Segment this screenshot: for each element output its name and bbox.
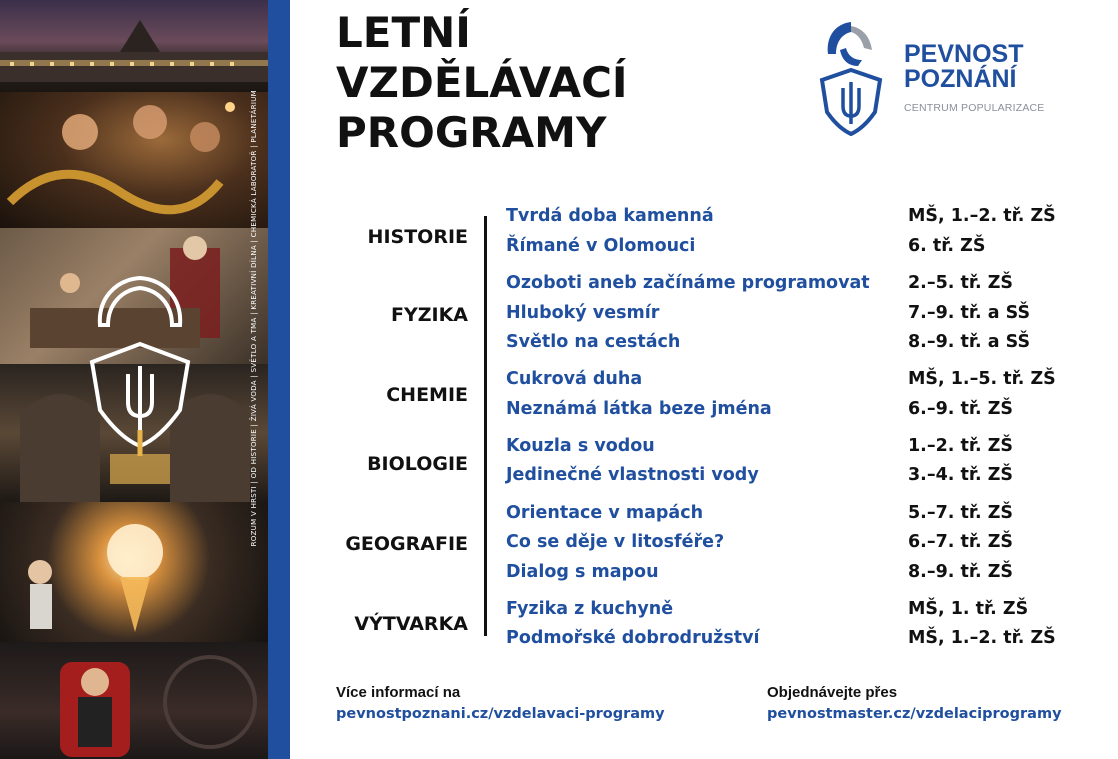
- program-grade: 8.–9. tř. a SŠ: [908, 332, 1031, 352]
- program-name: Cukrová duha: [506, 369, 643, 389]
- order-link[interactable]: pevnostmaster.cz/vzdelaciprogramy: [767, 706, 1062, 722]
- planetarium-crowd-photo: [0, 92, 268, 228]
- program-grade: 8.–9. tř. ZŠ: [908, 562, 1014, 582]
- program-grade: 3.–4. tř. ZŠ: [908, 465, 1014, 485]
- logo-subtitle: CENTRUM POPULARIZACE: [904, 102, 1045, 114]
- category-label: BIOLOGIE: [367, 453, 468, 475]
- category-label: VÝTVARKA: [354, 613, 468, 635]
- logo-name-line-1: PEVNOST: [904, 40, 1024, 68]
- program-grade: 2.–5. tř. ZŠ: [908, 273, 1014, 293]
- program-name: Orientace v mapách: [506, 503, 704, 523]
- category-label: CHEMIE: [386, 384, 468, 406]
- program-name: Ozoboti aneb začínáme programovat: [506, 273, 870, 293]
- program-name: Dialog s mapou: [506, 562, 659, 582]
- page-title: [336, 8, 628, 158]
- program-grade: 1.–2. tř. ZŠ: [908, 436, 1014, 456]
- section-list-vertical: [250, 90, 264, 730]
- program-grade: MŠ, 1.–5. tř. ZŠ: [908, 369, 1056, 389]
- category-label: GEOGRAFIE: [345, 533, 468, 555]
- program-name: Římané v Olomouci: [506, 236, 696, 256]
- program-grade: 6. tř. ZŠ: [908, 236, 986, 256]
- knight-logo-icon: [818, 20, 884, 136]
- order-label: Objednávejte přes: [767, 684, 898, 701]
- logo-name: [904, 42, 1023, 92]
- program-grade: MŠ, 1. tř. ZŠ: [908, 599, 1029, 619]
- section-list-text: ROZUM V HRSTI | OD HISTORIE | ŽIVÁ VODA | SVĚTLO A TMA | KREATIVNÍ DÍLNA | CHEMICKÁ LABORATOŘ | PLANETÁRIUM: [250, 90, 258, 547]
- title-line-3: PROGRAMY: [336, 108, 607, 157]
- program-name: Neznámá látka beze jména: [506, 399, 772, 419]
- program-name: Jedinečné vlastnosti vody: [506, 465, 759, 485]
- program-name: Fyzika z kuchyně: [506, 599, 674, 619]
- program-grade: MŠ, 1.–2. tř. ZŠ: [908, 206, 1056, 226]
- program-name: Kouzla s vodou: [506, 436, 655, 456]
- program-grade: 5.–7. tř. ZŠ: [908, 503, 1014, 523]
- fire-experiment-photo: [0, 502, 268, 642]
- table-divider: [484, 216, 487, 636]
- program-grade: 7.–9. tř. a SŠ: [908, 303, 1031, 323]
- category-label: HISTORIE: [367, 226, 468, 248]
- logo-name-line-2: POZNÁNÍ: [904, 65, 1017, 93]
- program-name: Co se děje v litosféře?: [506, 532, 725, 552]
- pevnost-poznani-logo: [818, 20, 1058, 140]
- program-grade: 6.–7. tř. ZŠ: [908, 532, 1014, 552]
- info-label: Více informací na: [336, 684, 461, 701]
- fortress-photo: [0, 0, 268, 92]
- accent-bar: [268, 0, 290, 759]
- category-label: FYZIKA: [390, 304, 468, 326]
- title-line-1: LETNÍ: [336, 8, 471, 57]
- program-name: Světlo na cestách: [506, 332, 681, 352]
- title-line-2: VZDĚLÁVACÍ: [336, 58, 628, 107]
- info-link[interactable]: pevnostpoznani.cz/vzdelavaci-programy: [336, 706, 665, 722]
- program-name: Podmořské dobrodružství: [506, 628, 760, 648]
- program-grade: 6.–9. tř. ZŠ: [908, 399, 1014, 419]
- photo-collage: [0, 0, 268, 759]
- gaming-seat-photo: [0, 642, 268, 759]
- program-name: Tvrdá doba kamenná: [506, 206, 714, 226]
- program-grade: MŠ, 1.–2. tř. ZŠ: [908, 628, 1056, 648]
- knight-emblem-icon: [84, 270, 196, 460]
- program-name: Hluboký vesmír: [506, 303, 660, 323]
